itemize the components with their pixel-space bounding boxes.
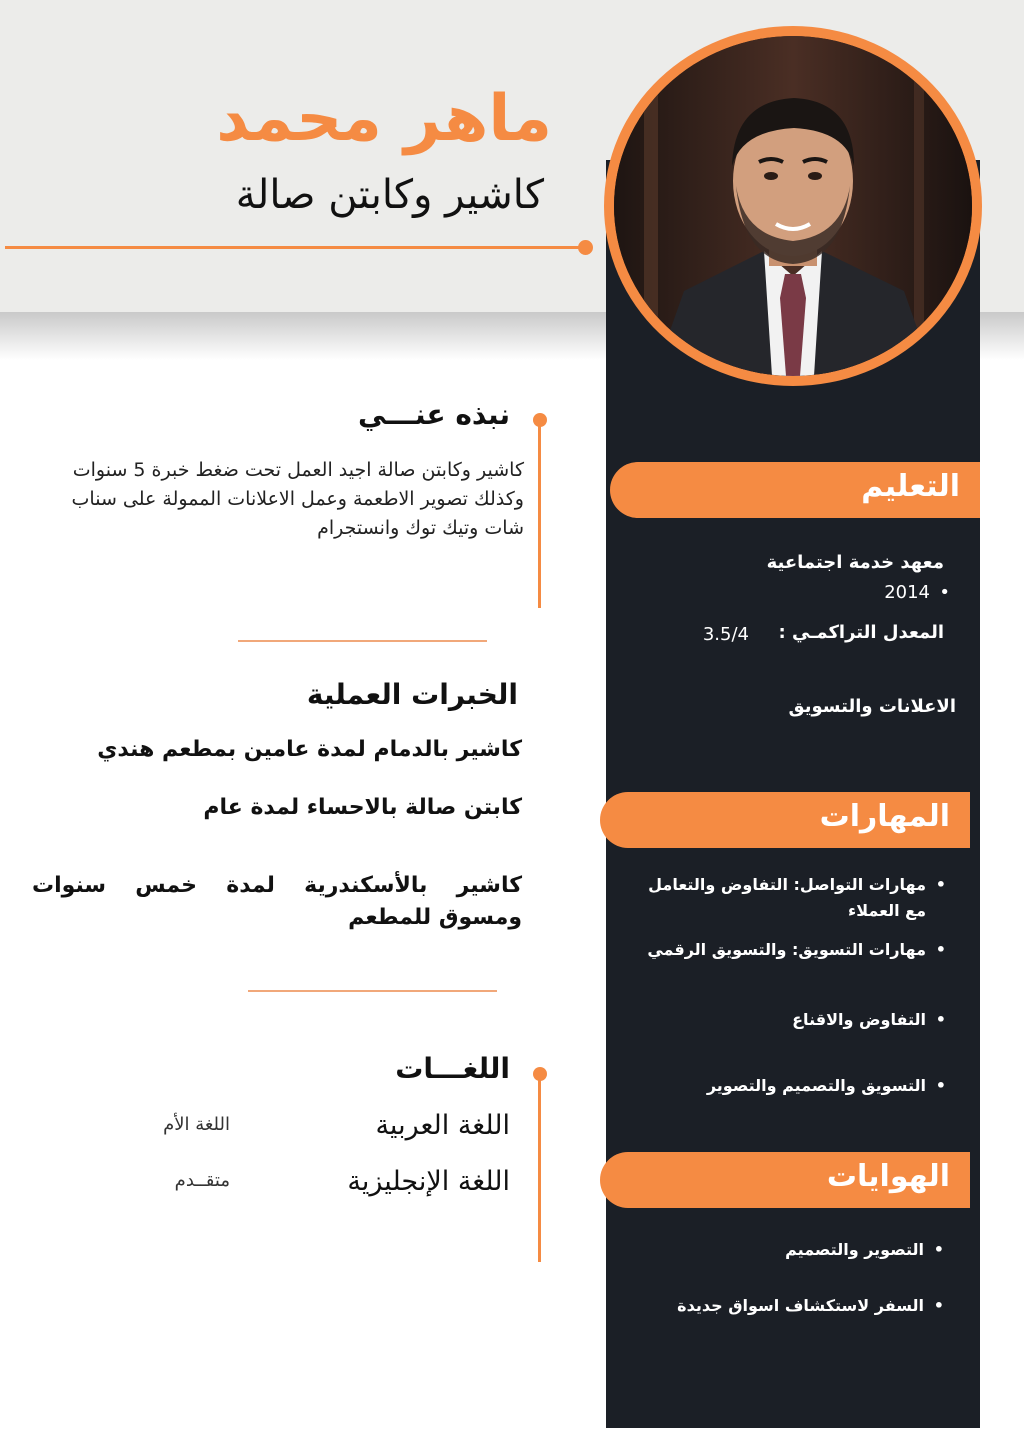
about-divider xyxy=(238,640,487,642)
experience-item: كاشير بالأسكندرية لمدة خمس سنوات ومسوق للمطعم xyxy=(32,873,522,930)
about-text: كاشير وكابتن صالة اجيد العمل تحت ضغط خبرة 5 سنوات وكذلك تصوير الاطعمة وعمل الاعلانات الممولة على سناب شات وتيك توك وانستجرام xyxy=(71,459,524,539)
languages-title: اللغـــات xyxy=(395,1052,510,1085)
education-gpa-value: 3.5/4 xyxy=(702,624,749,645)
hobby-item: التصوير والتصميم • xyxy=(785,1240,924,1259)
language-name: اللغة العربية xyxy=(375,1110,510,1141)
skills-header-pill xyxy=(600,792,970,848)
language-level: متقــدم xyxy=(174,1170,230,1191)
experience-divider xyxy=(248,990,497,992)
about-title: نبذه عنـــي xyxy=(358,398,510,431)
languages-section-line xyxy=(538,1080,541,1262)
job-title: كاشير وكابتن صالة xyxy=(235,172,544,218)
education-title: التعليم xyxy=(861,469,960,504)
skill-item: مهارات التسويق: والتسويق الرقمي • xyxy=(647,940,926,959)
education-institute: معهد خدمة اجتماعية xyxy=(766,552,944,573)
skill-item: التفاوض والاقناع • xyxy=(792,1010,926,1029)
experience-item: كاشير بالدمام لمدة عامين بمطعم هندي xyxy=(97,737,522,762)
education-header-pill xyxy=(610,462,980,518)
experience-title: الخبرات العملية xyxy=(306,678,518,711)
education-gpa-label: المعدل التراكمـي : xyxy=(778,622,944,643)
language-level: اللغة الأم xyxy=(163,1114,230,1135)
header-divider-line xyxy=(5,246,583,249)
education-year: 2014 • xyxy=(884,582,930,603)
language-name: اللغة الإنجليزية xyxy=(347,1166,510,1197)
profile-portrait-image xyxy=(614,36,972,376)
experience-item: كابتن صالة بالاحساء لمدة عام xyxy=(203,795,522,820)
skill-item: التسويق والتصميم والتصوير • xyxy=(707,1076,926,1095)
hobbies-title: الهوايات xyxy=(826,1159,950,1194)
about-section-dot xyxy=(533,413,547,427)
languages-section-dot xyxy=(533,1067,547,1081)
person-name: ماهر محمد xyxy=(216,82,552,156)
about-section-line xyxy=(538,426,541,608)
profile-photo xyxy=(614,36,972,376)
hobby-item: السفر لاستكشاف اسواق جديدة • xyxy=(677,1296,924,1315)
education-major: الاعلانات والتسويق xyxy=(788,696,956,717)
hobbies-header-pill xyxy=(600,1152,970,1208)
skill-item: مهارات التواصل: التفاوض والتعامل مع العملاء • xyxy=(626,872,926,924)
header-divider-dot xyxy=(578,240,593,255)
skills-title: المهارات xyxy=(819,799,950,834)
